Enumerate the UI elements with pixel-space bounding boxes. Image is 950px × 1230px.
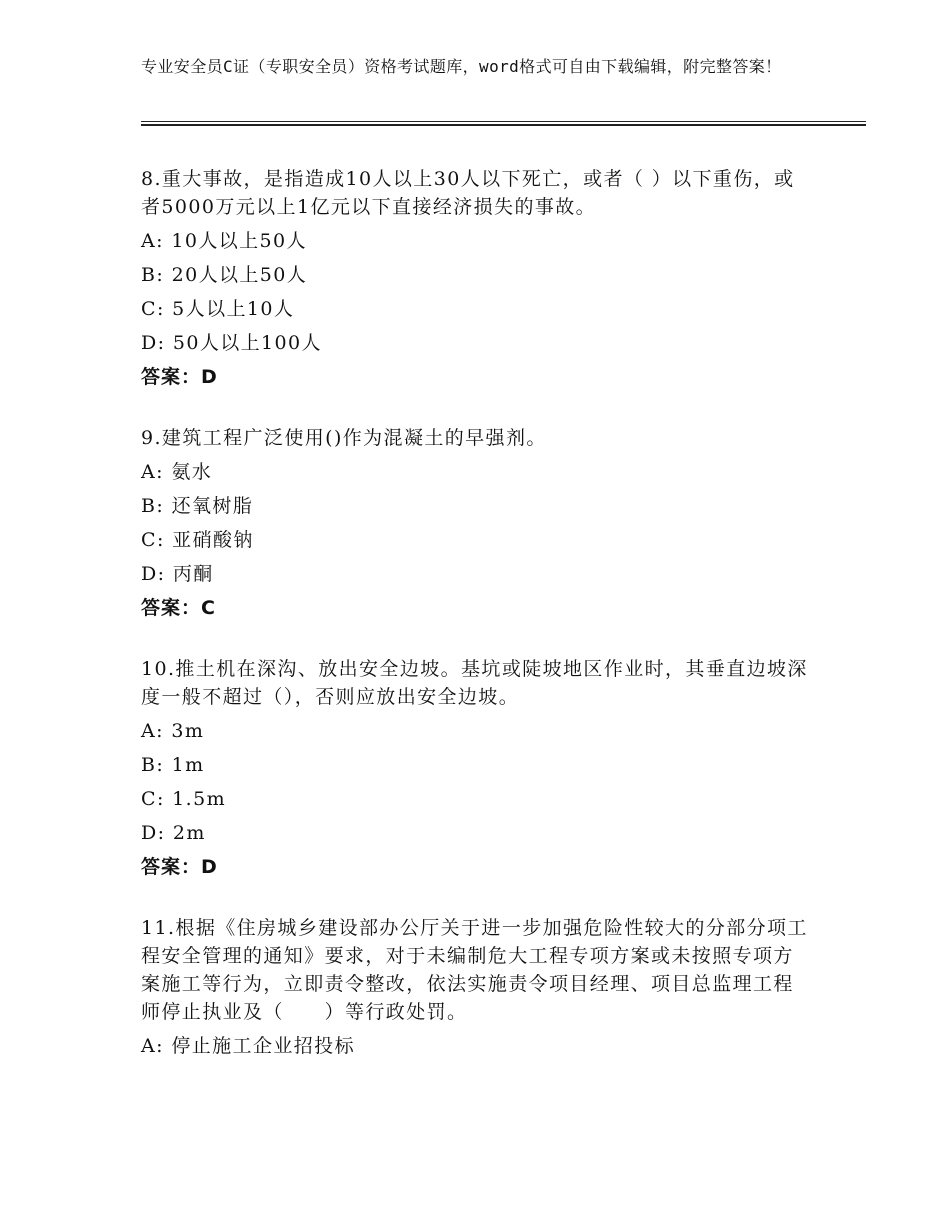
question-stem: 8.重大事故，是指造成10人以上30人以下死亡，或者（ ）以下重伤，或者5000万元以上1亿元以下直接经济损失的事故。 <box>141 168 795 218</box>
option-a: A: 10人以上50人 <box>141 230 307 252</box>
option-a: A: 氨水 <box>141 461 213 483</box>
option-d: D: 丙酮 <box>141 563 214 585</box>
answer-label: 答案：C <box>141 597 216 619</box>
question-9 <box>141 424 811 622</box>
question-8 <box>141 165 811 391</box>
question-10 <box>141 655 811 881</box>
option-c: C: 1.5m <box>141 788 227 810</box>
option-d: D: 2m <box>141 822 206 844</box>
question-11 <box>141 914 811 1060</box>
header-divider-thin <box>141 121 866 122</box>
header-divider-thick <box>141 124 866 126</box>
document-header: 专业安全员C证（专职安全员）资格考试题库，word格式可自由下载编辑，附完整答案！ <box>141 57 782 76</box>
question-stem: 11.根据《住房城乡建设部办公厅关于进一步加强危险性较大的分部分项工程安全管理的通知》要求，对于未编制危大工程专项方案或未按照专项方案施工等行为，立即责令整改，依法实施责令项目经理、项目总监理工程师停止执业及（ ）等行政处罚。 <box>141 917 808 1023</box>
option-b: B: 20人以上50人 <box>141 264 308 286</box>
option-b: B: 1m <box>141 754 205 776</box>
option-d: D: 50人以上100人 <box>141 332 322 354</box>
answer-label: 答案：D <box>141 856 218 878</box>
question-list <box>141 165 811 1093</box>
option-a: A: 3m <box>141 720 205 742</box>
option-a: A: 停止施工企业招投标 <box>141 1035 355 1057</box>
option-b: B: 还氧树脂 <box>141 495 254 517</box>
option-c: C: 5人以上10人 <box>141 298 295 320</box>
option-c: C: 亚硝酸钠 <box>141 529 254 551</box>
answer-label: 答案：D <box>141 366 218 388</box>
question-stem: 10.推土机在深沟、放出安全边坡。基坑或陡坡地区作业时，其垂直边坡深度一般不超过（），否则应放出安全边坡。 <box>141 658 808 708</box>
question-stem: 9.建筑工程广泛使用()作为混凝土的早强剂。 <box>141 427 547 449</box>
